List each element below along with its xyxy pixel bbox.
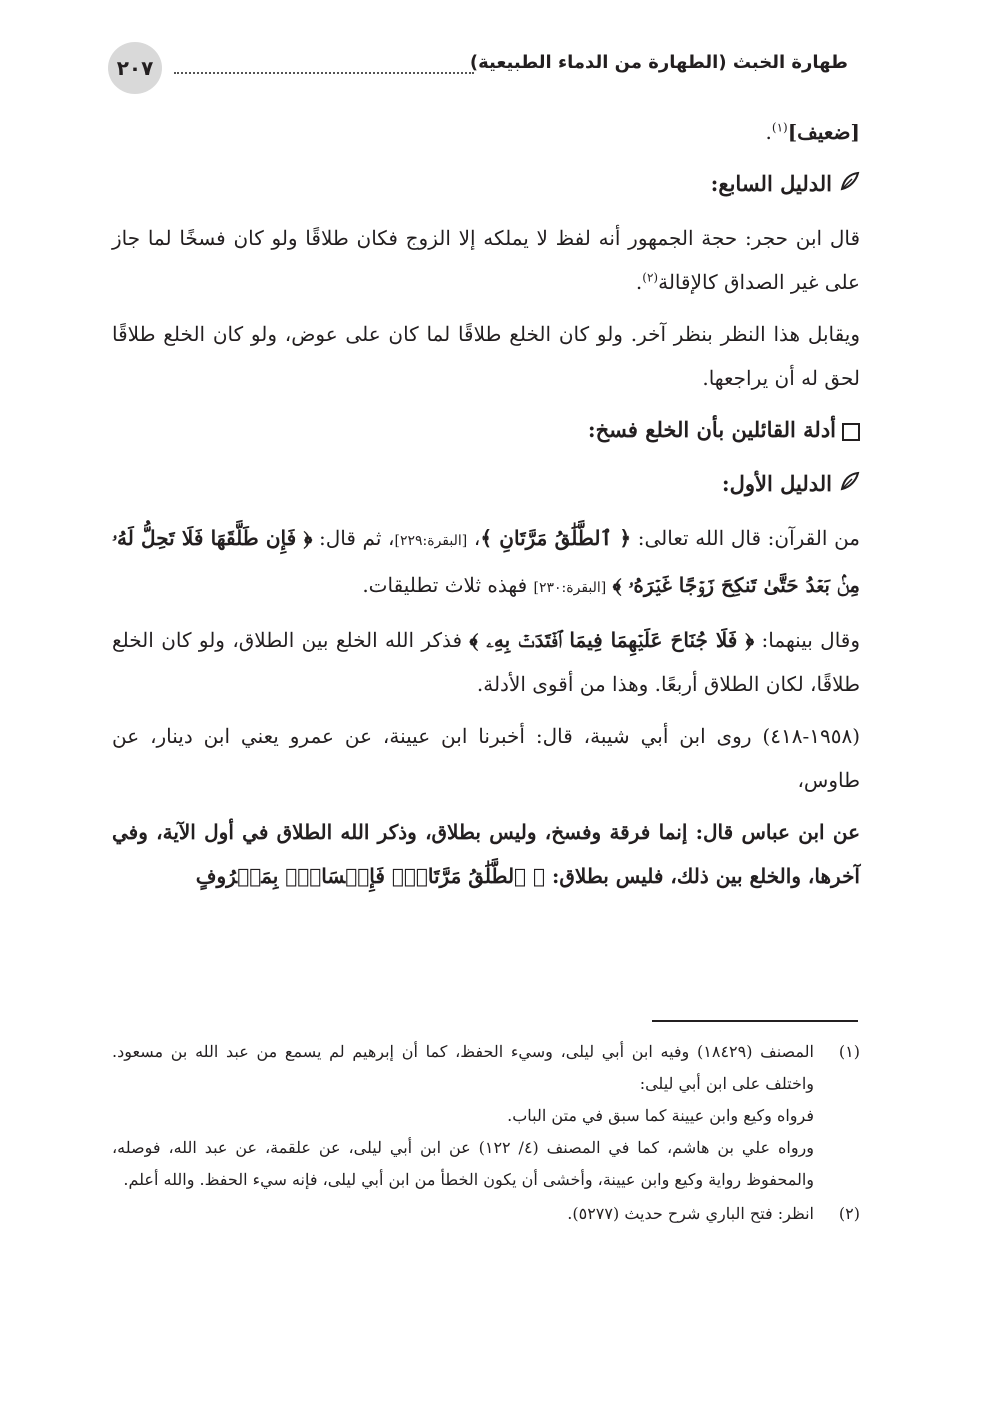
verse-reference: [البقرة:٢٣٠] — [533, 580, 607, 596]
paragraph-hadith-chain: (١٩٥٨-٤١٨) روى ابن أبي شيبة، قال: أخبرنا ابن عيينة، عن عمرو يعني ابن دينار، عن طاوس، — [112, 724, 860, 792]
paragraph-hadith-text — [112, 810, 860, 898]
footnote-separator — [652, 1020, 858, 1022]
heading-text: الدليل الأول: — [721, 471, 832, 496]
text-run: من القرآن: قال الله تعالى: — [631, 526, 861, 550]
heading-first-evidence — [112, 462, 860, 506]
footnote-line: المصنف (١٨٤٢٩) وفيه ابن أبي ليلى، وسيء الحفظ، كما أن إبرهيم لم يسمع من عبد الله بن مسعود. واختلف على ابن أبي ليلى: — [112, 1042, 815, 1093]
paragraph-ibn-hajar: قال ابن حجر: حجة الجمهور أنه لفظ لا يملكه إلا الزوج فكان طلاقًا ولو كان فسخًا لما جاز على غير الصداق كالإقالة$^{(٢)}$. — [112, 226, 860, 294]
text-run: وقال بينهما: — [754, 628, 861, 652]
main-text — [112, 110, 860, 906]
footnote-line: فرواه وكيع وابن عيينة كما سبق في متن الباب. — [507, 1106, 814, 1125]
footnote-2 — [112, 1198, 860, 1230]
leaf-icon — [840, 462, 860, 506]
footnote-line: انظر: فتح الباري شرح حديث (٥٢٧٧). — [567, 1204, 814, 1223]
text-run: ، ثم قال: — [312, 526, 395, 550]
footnote-number: (٢) — [838, 1204, 860, 1223]
heading-text: أدلة القائلين بأن الخلع فسخ: — [587, 417, 836, 442]
heading-seventh-evidence — [112, 162, 860, 206]
text-run: عن ابن عباس قال: إنما فرقة وفسخ، وليس بطلاق، وذكر الله الطلاق في أول الآية، وفي آخرها، والخلع بين ذلك، فليس بطلاق: — [112, 820, 860, 888]
quran-verse: ﴿ فَلَا جُنَاحَ عَلَيۡهِمَا فِيمَا ٱفۡتَدَتۡ بِهِۦ ﴾ — [469, 628, 755, 652]
quran-verse: ﴿ فَإِن طَلَّقَهَا فَلَا تَحِلُّ لَهُۥ مِنۢ بَعۡدُ حَتَّىٰ تَنكِحَ زَوۡجًا غَيۡرَهُۥ ﴾ — [112, 526, 860, 597]
footnote-line: ورواه علي بن هاشم، كما في المصنف (٤/ ١٢٢) عن ابن أبي ليلى، عن علقمة، عن عبد الله، فوصله، والمحفوظ رواية وكيع وابن عيينة، وأخشى أن يكون الخطأ من ابن أبي ليلى، فإنه سيء الحفظ. والله أعلم. — [112, 1138, 814, 1189]
running-header — [108, 42, 848, 94]
header-leader-dots — [174, 56, 474, 74]
verse-reference: [البقرة:٢٢٩] — [394, 533, 468, 549]
page-number-badge: ٢٠٧ — [108, 42, 162, 94]
heading-faskh-evidence — [112, 408, 860, 452]
text-run: فهذه ثلاث تطليقات. — [362, 573, 534, 597]
footnote-1 — [112, 1036, 860, 1196]
paragraph-counter-view: ويقابل هذا النظر بنظر آخر. ولو كان الخلع طلاقًا لما كان على عوض، ولو كان الخلع طلاقًا لحق له أن يراجعها. — [112, 322, 860, 390]
footnote-number: (١) — [838, 1042, 860, 1061]
heading-text: الدليل السابع: — [710, 171, 832, 196]
leaf-icon — [840, 162, 860, 206]
footnotes — [112, 1036, 860, 1232]
text-run: فذكر الله الخلع بين الطلاق، ولو كان الخلع طلاقًا، لكان الطلاق أربعًا. وهذا من أقوى الأدلة. — [112, 628, 860, 696]
square-icon — [842, 423, 860, 441]
quran-verse: ﴿ ٱلطَّلَٰقُ مَرَّتَانِۖ فَإِمۡسَاكُۢ بِمَعۡرُوفٍ — [195, 864, 546, 888]
paragraph-weak-grade: [ضعيف]$^{(١)}$. — [765, 120, 860, 144]
paragraph-between-them — [112, 618, 860, 706]
quran-verse: ﴿ ٱلطَّلَٰقُ مَرَّتَانِ ﴾ — [480, 526, 632, 550]
paragraph-quran-evidence: من القرآن: قال الله تعالى: ﴿ ٱلطَّلَٰقُ مَرَّتَانِ ﴾، [البقرة:٢٢٩]، ثم قال: ﴿ فَإِن طَلَّقَهَا فَلَا تَحِلُّ لَهُۥ مِنۢ بَعۡدُ حَتَّىٰ تَنكِحَ زَوۡجًا غَيۡرَهُۥ ﴾ [البقرة:٢٣٠] فهذه ثلاث تطليقات. — [112, 526, 861, 597]
header-title: طهارة الخبث (الطهارة من الدماء الطبيعية) — [469, 52, 848, 73]
footnote-ref-1[interactable]: (١) — [771, 120, 788, 135]
grade-label: [ضعيف] — [787, 120, 860, 144]
footnote-ref-2[interactable]: (٢) — [642, 270, 659, 285]
paragraph-text: قال ابن حجر: حجة الجمهور أنه لفظ لا يملكه إلا الزوج فكان طلاقًا ولو كان فسخًا لما جاز على غير الصداق كالإقالة — [112, 226, 860, 294]
